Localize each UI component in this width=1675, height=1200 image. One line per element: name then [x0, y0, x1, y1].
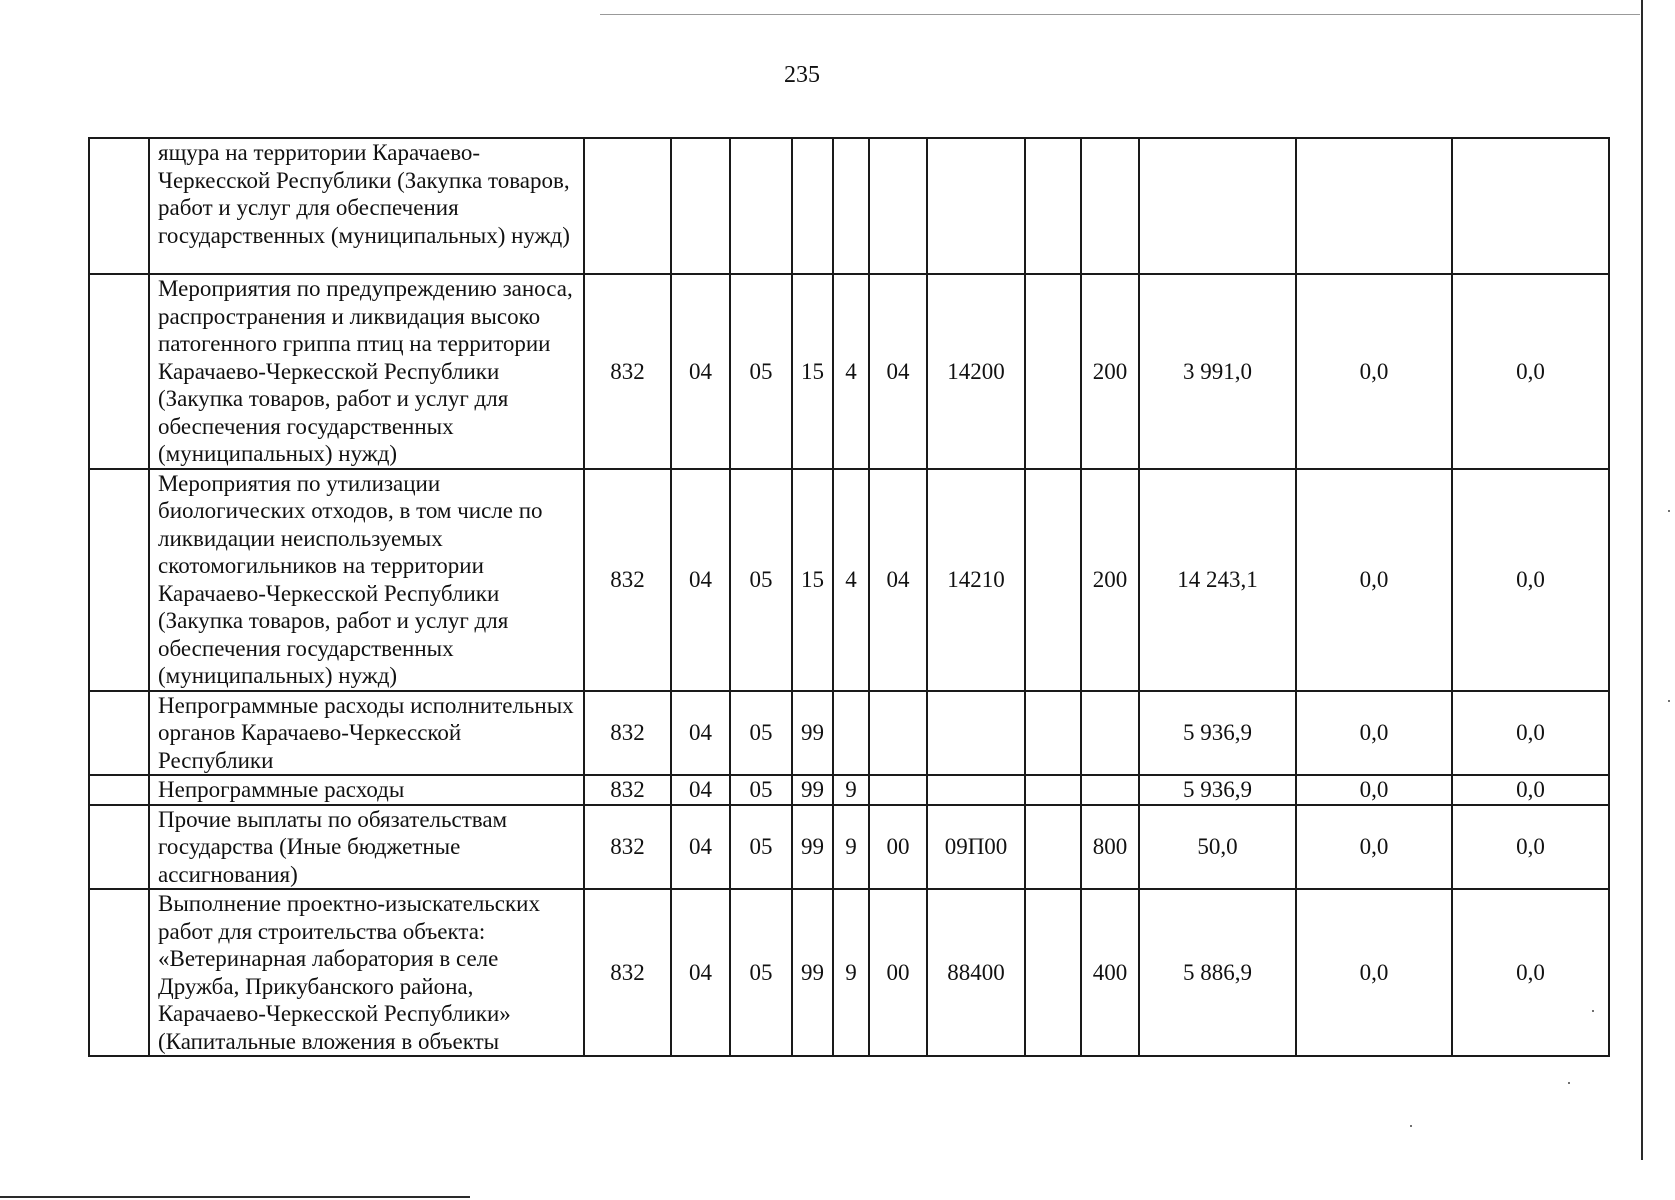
cell-c4: 99	[792, 805, 833, 890]
cell-v1: 50,0	[1139, 805, 1296, 890]
cell-c3: 05	[730, 691, 792, 776]
row-number-cell	[89, 691, 149, 776]
cell-c7: 09П00	[927, 805, 1025, 890]
page-number: 235	[784, 62, 820, 88]
row-number-cell	[89, 805, 149, 890]
cell-c1: 832	[584, 691, 671, 776]
cell-c1: 832	[584, 889, 671, 1056]
cell-v1: 5 936,9	[1139, 691, 1296, 776]
cell-c4: 99	[792, 691, 833, 776]
cell-v3: 0,0	[1452, 775, 1609, 805]
table-row	[89, 775, 1609, 805]
cell-c3: 05	[730, 775, 792, 805]
cell-c1	[584, 138, 671, 274]
cell-c2	[671, 138, 730, 274]
description-cell: Мероприятия по утилизации биологических отходов, в том числе по ликвидации неиспользуемых скотомогильников на территории Карачаево-Черкесской Республики (Закупка товаров, работ и услуг для обеспечения государственных (муниципальных) нужд)	[149, 469, 584, 691]
cell-c4	[792, 138, 833, 274]
cell-v2: 0,0	[1296, 274, 1452, 469]
description-cell: Мероприятия по предупреждению заноса, распространения и ликвидация высоко патогенного гриппа птиц на территории Карачаево-Черкесской Республики (Закупка товаров, работ и услуг для обеспечения государственных (муниципальных) нужд)	[149, 274, 584, 469]
cell-c7: 14200	[927, 274, 1025, 469]
cell-c9: 200	[1081, 274, 1139, 469]
cell-c9: 200	[1081, 469, 1139, 691]
table-row	[89, 805, 1609, 890]
table-row	[89, 691, 1609, 776]
cell-c3: 05	[730, 889, 792, 1056]
cell-c5: 4	[833, 469, 869, 691]
cell-v1: 14 243,1	[1139, 469, 1296, 691]
cell-c4: 99	[792, 889, 833, 1056]
cell-c9	[1081, 775, 1139, 805]
scan-speck	[1668, 700, 1670, 702]
cell-c1: 832	[584, 274, 671, 469]
scan-speck	[1568, 1082, 1570, 1084]
cell-v2: 0,0	[1296, 775, 1452, 805]
cell-v1: 5 936,9	[1139, 775, 1296, 805]
description-cell: ящура на территории Карачаево-Черкесской Республики (Закупка товаров, работ и услуг для обеспечения государственных (муниципальных) нужд)	[149, 138, 584, 274]
cell-c6: 04	[869, 469, 927, 691]
cell-v2: 0,0	[1296, 469, 1452, 691]
cell-v2: 0,0	[1296, 805, 1452, 890]
cell-c8	[1025, 889, 1081, 1056]
cell-c5: 4	[833, 274, 869, 469]
cell-v2	[1296, 138, 1452, 274]
cell-c3	[730, 138, 792, 274]
cell-c6: 04	[869, 274, 927, 469]
cell-v1: 3 991,0	[1139, 274, 1296, 469]
cell-c5: 9	[833, 775, 869, 805]
cell-c1: 832	[584, 805, 671, 890]
row-number-cell	[89, 469, 149, 691]
cell-c7	[927, 691, 1025, 776]
table-row	[89, 889, 1609, 1056]
cell-c3: 05	[730, 274, 792, 469]
cell-c3: 05	[730, 469, 792, 691]
cell-c8	[1025, 691, 1081, 776]
scan-border-bottom	[0, 1196, 470, 1198]
scan-speck	[1592, 1010, 1594, 1012]
cell-v2: 0,0	[1296, 691, 1452, 776]
cell-c6	[869, 775, 927, 805]
cell-c3: 05	[730, 805, 792, 890]
cell-v1	[1139, 138, 1296, 274]
cell-c8	[1025, 775, 1081, 805]
cell-c9: 400	[1081, 889, 1139, 1056]
cell-c8	[1025, 469, 1081, 691]
table-row	[89, 274, 1609, 469]
cell-c4: 15	[792, 469, 833, 691]
cell-c2: 04	[671, 274, 730, 469]
cell-v3	[1452, 138, 1609, 274]
cell-c9	[1081, 138, 1139, 274]
cell-c9: 800	[1081, 805, 1139, 890]
cell-v3: 0,0	[1452, 469, 1609, 691]
description-cell: Прочие выплаты по обязательствам государства (Иные бюджетные ассигнования)	[149, 805, 584, 890]
cell-v2: 0,0	[1296, 889, 1452, 1056]
description-cell: Выполнение проектно-изыскательских работ для строительства объекта: «Ветеринарная лаборатория в селе Дружба, Прикубанского района, Карачаево-Черкесской Республики» (Капитальные вложения в объекты	[149, 889, 584, 1056]
cell-c7: 14210	[927, 469, 1025, 691]
table-row	[89, 469, 1609, 691]
cell-c2: 04	[671, 805, 730, 890]
description-cell: Непрограммные расходы	[149, 775, 584, 805]
scan-speck	[1410, 1125, 1412, 1127]
cell-c5	[833, 138, 869, 274]
table-row	[89, 138, 1609, 274]
cell-v3: 0,0	[1452, 274, 1609, 469]
scan-border-top	[600, 14, 1640, 15]
cell-c2: 04	[671, 775, 730, 805]
cell-c6: 00	[869, 889, 927, 1056]
scan-speck	[1668, 510, 1670, 512]
cell-c1: 832	[584, 775, 671, 805]
cell-c5: 9	[833, 889, 869, 1056]
cell-c8	[1025, 805, 1081, 890]
description-cell: Непрограммные расходы исполнительных органов Карачаево-Черкесской Республики	[149, 691, 584, 776]
cell-v3: 0,0	[1452, 805, 1609, 890]
cell-v3: 0,0	[1452, 889, 1609, 1056]
cell-c4: 99	[792, 775, 833, 805]
cell-c6: 00	[869, 805, 927, 890]
cell-c8	[1025, 138, 1081, 274]
budget-table	[88, 137, 1610, 1057]
cell-c2: 04	[671, 469, 730, 691]
row-number-cell	[89, 889, 149, 1056]
cell-c6	[869, 691, 927, 776]
cell-c6	[869, 138, 927, 274]
cell-c7	[927, 138, 1025, 274]
cell-c9	[1081, 691, 1139, 776]
row-number-cell	[89, 775, 149, 805]
row-number-cell	[89, 138, 149, 274]
cell-v3: 0,0	[1452, 691, 1609, 776]
cell-c4: 15	[792, 274, 833, 469]
cell-c2: 04	[671, 691, 730, 776]
cell-c8	[1025, 274, 1081, 469]
row-number-cell	[89, 274, 149, 469]
cell-c7	[927, 775, 1025, 805]
cell-c5: 9	[833, 805, 869, 890]
cell-c2: 04	[671, 889, 730, 1056]
cell-c5	[833, 691, 869, 776]
cell-c1: 832	[584, 469, 671, 691]
scan-border-right	[1641, 0, 1643, 1160]
cell-c7: 88400	[927, 889, 1025, 1056]
cell-v1: 5 886,9	[1139, 889, 1296, 1056]
